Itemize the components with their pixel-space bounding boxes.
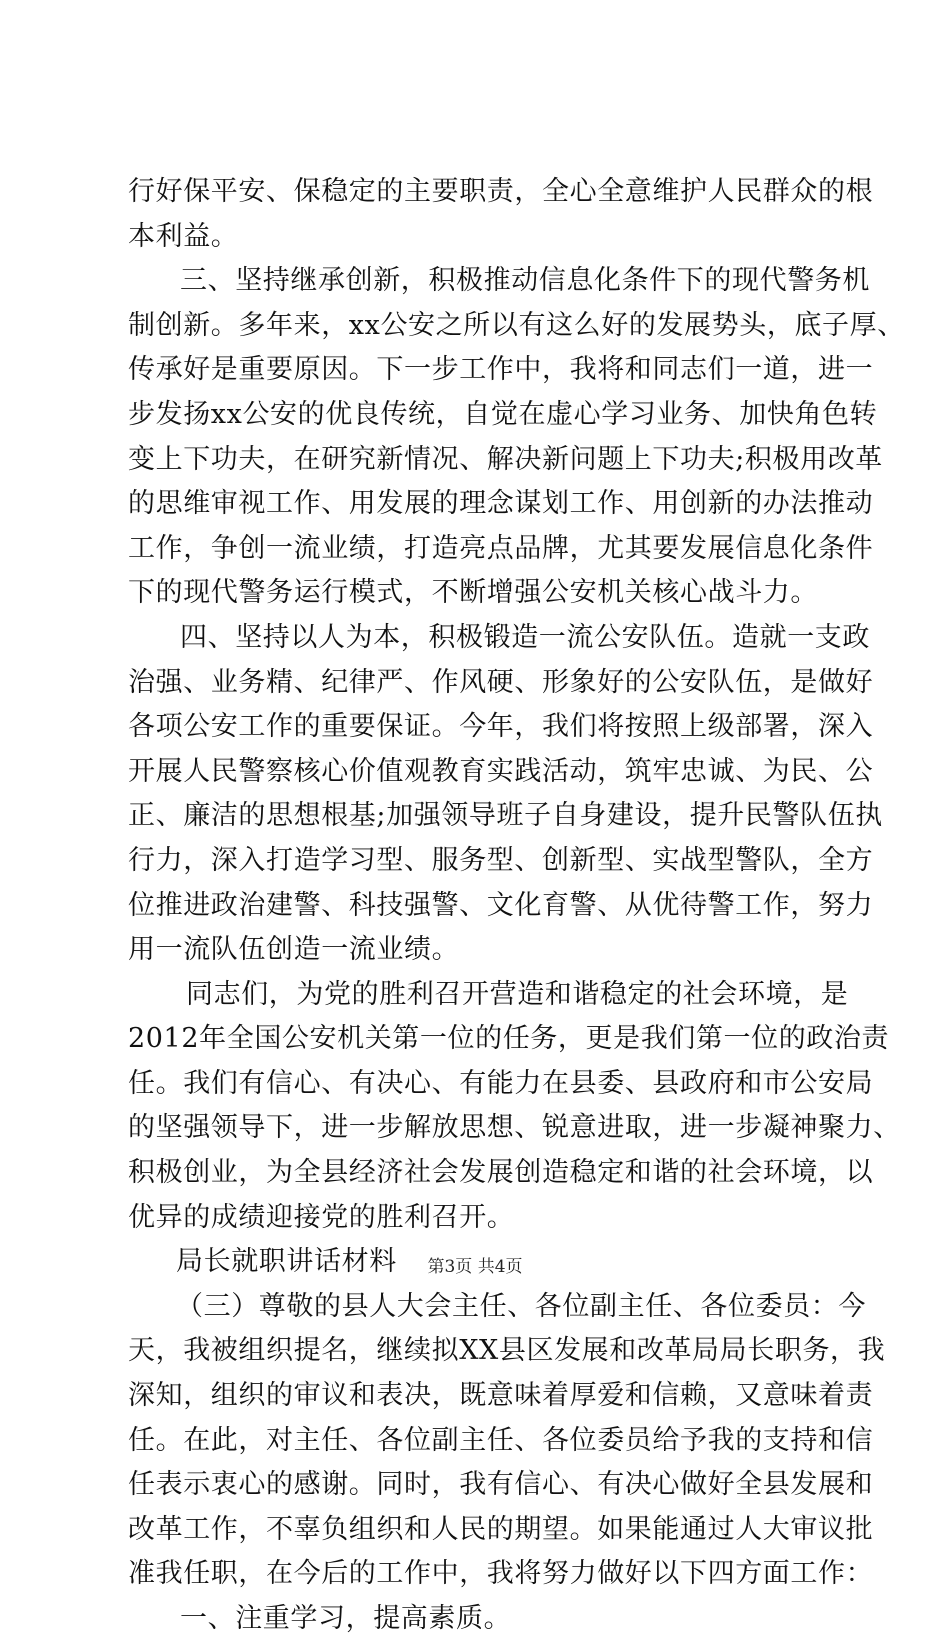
- text-line: 开展人民警察核心价值观教育实践活动，筑牢忠诚、为民、公: [128, 755, 874, 787]
- text-line: 的坚强领导下，进一步解放思想、锐意进取，进一步凝神聚力、: [128, 1112, 901, 1144]
- text-line: 深知，组织的审议和表决，既意味着厚爱和信赖，又意味着责: [128, 1380, 874, 1412]
- document-body: [128, 170, 905, 1642]
- text-line: 2012年全国公安机关第一位的任务，更是我们第一位的政治责: [128, 1023, 890, 1055]
- text-line: 的思维审视工作、用发展的理念谋划工作、用创新的办法推动: [128, 488, 874, 520]
- paragraph-start-line: （三）尊敬的县人大会主任、各位副主任、各位委员：今: [176, 1290, 866, 1322]
- page-number-footer: 第3页 共4页: [427, 1257, 523, 1277]
- section-heading-line: 四、坚持以人为本，积极锻造一流公安队伍。造就一支政: [180, 621, 870, 653]
- text-line: 积极创业，为全县经济社会发展创造稳定和谐的社会环境，以: [128, 1157, 874, 1189]
- text-line: 任。在此，对主任、各位副主任、各位委员给予我的支持和信: [128, 1424, 874, 1456]
- text-line: 本利益。: [128, 220, 239, 252]
- subtitle-line: 局长就职讲话材料: [176, 1246, 397, 1278]
- text-line: 位推进政治建警、科技强警、文化育警、从优待警工作，努力: [128, 889, 874, 921]
- text-line: 步发扬xx公安的优良传统，自觉在虚心学习业务、加快角色转: [128, 398, 878, 430]
- text-line: 治强、业务精、纪律严、作风硬、形象好的公安队伍，是做好: [128, 666, 874, 698]
- text-line: 制创新。多年来，xx公安之所以有这么好的发展势头，底子厚、: [128, 309, 905, 341]
- text-line: 任。我们有信心、有决心、有能力在县委、县政府和市公安局: [128, 1067, 874, 1099]
- paragraph-start-line: 同志们，为党的胜利召开营造和谐稳定的社会环境，是: [186, 978, 849, 1010]
- text-line: 改革工作，不辜负组织和人民的期望。如果能通过人大审议批: [128, 1513, 874, 1545]
- section-heading-line: 三、坚持继承创新，积极推动信息化条件下的现代警务机: [180, 265, 870, 297]
- text-line: 用一流队伍创造一流业绩。: [128, 934, 460, 966]
- text-line: 各项公安工作的重要保证。今年，我们将按照上级部署，深入: [128, 711, 874, 743]
- text-line: 变上下功夫，在研究新情况、解决新问题上下功夫;积极用改革: [128, 443, 883, 475]
- section-heading-line: 一、注重学习，提高素质。: [180, 1603, 512, 1634]
- text-line: 任表示衷心的感谢。同时，我有信心、有决心做好全县发展和: [128, 1469, 874, 1501]
- text-line: 优异的成绩迎接党的胜利召开。: [128, 1201, 515, 1233]
- text-line: 工作，争创一流业绩，打造亮点品牌，尤其要发展信息化条件: [128, 532, 874, 564]
- text-line: 传承好是重要原因。下一步工作中，我将和同志们一道，进一: [128, 354, 874, 386]
- text-line: 准我任职，在今后的工作中，我将努力做好以下四方面工作：: [128, 1558, 874, 1590]
- text-line: 下的现代警务运行模式，不断增强公安机关核心战斗力。: [128, 577, 818, 609]
- text-line: 正、廉洁的思想根基;加强领导班子自身建设，提升民警队伍执: [128, 800, 883, 832]
- text-line: 天，我被组织提名，继续拟XX县区发展和改革局局长职务，我: [128, 1335, 886, 1367]
- text-line: 行力，深入打造学习型、服务型、创新型、实战型警队，全方: [128, 844, 874, 876]
- text-line: 行好保平安、保稳定的主要职责，全心全意维护人民群众的根: [128, 176, 874, 207]
